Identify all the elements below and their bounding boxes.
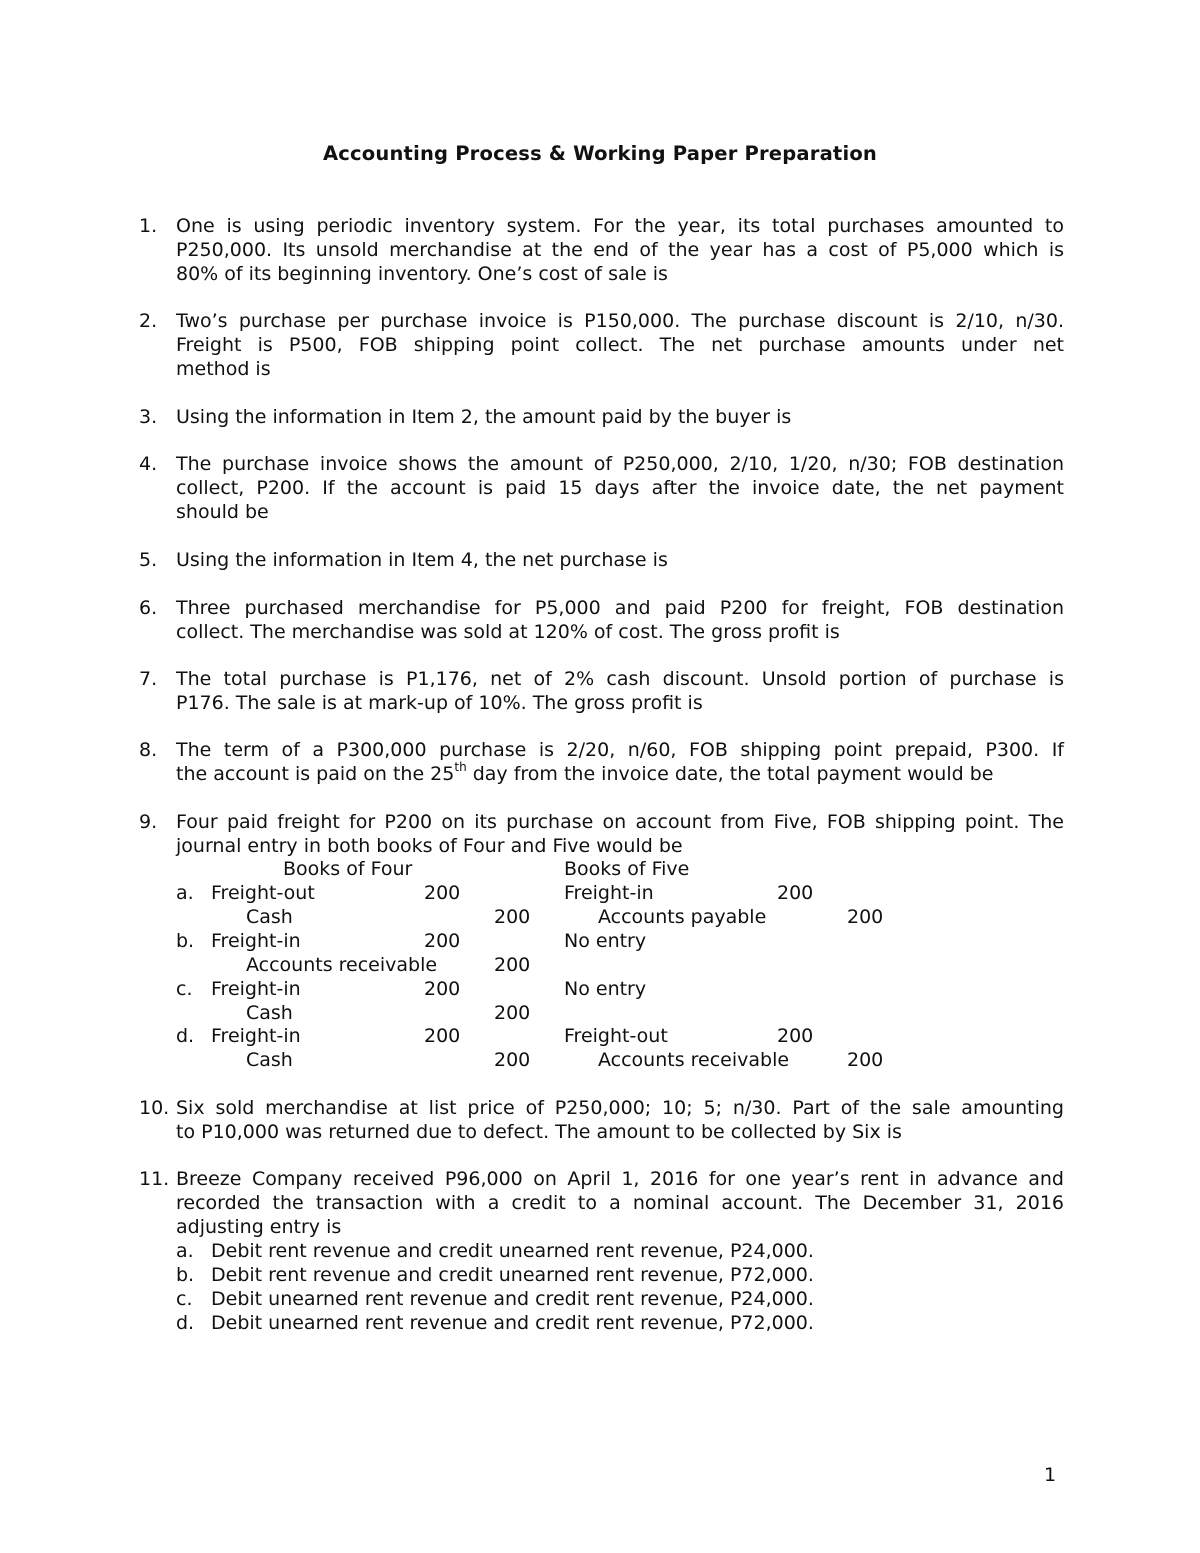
- question-number: 7.: [139, 668, 158, 690]
- ordinal-suffix: th: [454, 759, 467, 774]
- text-line: [176, 759, 1064, 786]
- five-debit-account: Freight-in: [564, 882, 654, 904]
- choice-letter: b.: [176, 1264, 195, 1286]
- text-fragment: the account is paid on the 25: [176, 763, 455, 785]
- five-no-entry: No entry: [564, 930, 647, 952]
- four-debit-account: Freight-out: [211, 882, 315, 904]
- five-no-entry: No entry: [564, 978, 647, 1000]
- five-debit-amount: 200: [777, 882, 814, 904]
- text-line: Three purchased merchandise for P5,000 and paid P200 for freight, FOB destination: [176, 597, 1064, 619]
- page-number: 1: [1044, 1464, 1057, 1486]
- text-line: 80% of its beginning inventory. One’s cost of sale is: [176, 263, 668, 285]
- four-debit-amount: 200: [424, 978, 461, 1000]
- four-debit-account: Freight-in: [211, 1025, 301, 1047]
- four-credit-amount: 200: [494, 1049, 531, 1071]
- question-number: 3.: [139, 406, 158, 428]
- text-line: P176. The sale is at mark-up of 10%. The gross profit is: [176, 692, 703, 714]
- four-debit-account: Freight-in: [211, 978, 301, 1000]
- question-text: [176, 738, 1064, 786]
- text-line: collect, P200. If the account is paid 15 days after the invoice date, the net payment: [176, 477, 1064, 499]
- five-credit-amount: 200: [847, 1049, 884, 1071]
- text-line: should be: [176, 501, 269, 523]
- text-line: Two’s purchase per purchase invoice is P150,000. The purchase discount is 2/10, n/30.: [176, 310, 1064, 332]
- books-of-five-heading: Books of Five: [564, 858, 690, 880]
- text-line: Using the information in Item 4, the net purchase is: [176, 549, 668, 571]
- choice-text: Debit unearned rent revenue and credit rent revenue, P72,000.: [211, 1312, 814, 1334]
- text-line: to P10,000 was returned due to defect. The amount to be collected by Six is: [176, 1121, 902, 1143]
- question-text: [176, 405, 1064, 429]
- four-debit-account: Freight-in: [211, 930, 301, 952]
- question-number: 6.: [139, 597, 158, 619]
- question-number: 1.: [139, 215, 158, 237]
- text-line: P250,000. Its unsold merchandise at the end of the year has a cost of P5,000 which is: [176, 239, 1064, 261]
- five-debit-amount: 200: [777, 1025, 814, 1047]
- choice-letter: a.: [176, 1240, 194, 1262]
- books-of-four-heading: Books of Four: [283, 858, 413, 880]
- text-line: collect. The merchandise was sold at 120% of cost. The gross profit is: [176, 621, 840, 643]
- question-number: 5.: [139, 549, 158, 571]
- choice-letter: d.: [176, 1312, 195, 1334]
- question-number: 8.: [139, 739, 158, 761]
- question-text: [176, 667, 1064, 715]
- four-credit-account: Cash: [246, 1049, 293, 1071]
- text-line: adjusting entry is: [176, 1216, 342, 1238]
- text-fragment: day from the invoice date, the total payment would be: [466, 763, 994, 785]
- option-letter: b.: [176, 930, 195, 952]
- four-debit-amount: 200: [424, 1025, 461, 1047]
- text-line: The term of a P300,000 purchase is 2/20, n/60, FOB shipping point prepaid, P300. If: [176, 739, 1064, 761]
- question-text: [176, 1096, 1064, 1144]
- question-number: 10.: [139, 1097, 170, 1119]
- option-letter: a.: [176, 882, 194, 904]
- five-credit-account: Accounts payable: [598, 906, 767, 928]
- question-text: [176, 1167, 1064, 1239]
- document-title: Accounting Process & Working Paper Preparation: [322, 142, 878, 165]
- text-line: journal entry in both books of Four and Five would be: [176, 835, 683, 857]
- text-line: method is: [176, 358, 271, 380]
- question-number: 2.: [139, 310, 158, 332]
- question-text: [176, 596, 1064, 644]
- question-text: [176, 452, 1064, 524]
- four-credit-account: Cash: [246, 906, 293, 928]
- four-debit-amount: 200: [424, 882, 461, 904]
- question-number: 4.: [139, 453, 158, 475]
- four-debit-amount: 200: [424, 930, 461, 952]
- five-credit-amount: 200: [847, 906, 884, 928]
- question-text: [176, 309, 1064, 381]
- question-number: 9.: [139, 811, 158, 833]
- text-line: Breeze Company received P96,000 on April 1, 2016 for one year’s rent in advance and: [176, 1168, 1064, 1190]
- option-letter: d.: [176, 1025, 195, 1047]
- text-line: The purchase invoice shows the amount of P250,000, 2/10, 1/20, n/30; FOB destination: [176, 453, 1064, 475]
- four-credit-amount: 200: [494, 1002, 531, 1024]
- question-text: [176, 214, 1064, 286]
- four-credit-account: Accounts receivable: [246, 954, 438, 976]
- choice-text: Debit unearned rent revenue and credit rent revenue, P24,000.: [211, 1288, 814, 1310]
- text-line: One is using periodic inventory system. For the year, its total purchases amounted to: [176, 215, 1064, 237]
- four-credit-account: Cash: [246, 1002, 293, 1024]
- four-credit-amount: 200: [494, 954, 531, 976]
- question-text: [176, 810, 1064, 858]
- option-letter: c.: [176, 978, 193, 1000]
- choice-text: Debit rent revenue and credit unearned rent revenue, P24,000.: [211, 1240, 814, 1262]
- text-line: recorded the transaction with a credit to a nominal account. The December 31, 2016: [176, 1192, 1064, 1214]
- five-credit-account: Accounts receivable: [598, 1049, 790, 1071]
- text-line: Six sold merchandise at list price of P250,000; 10; 5; n/30. Part of the sale amounting: [176, 1097, 1064, 1119]
- five-debit-account: Freight-out: [564, 1025, 668, 1047]
- choice-letter: c.: [176, 1288, 193, 1310]
- question-number: 11.: [139, 1168, 170, 1190]
- text-line: Four paid freight for P200 on its purchase on account from Five, FOB shipping point. The: [176, 811, 1064, 833]
- text-line: The total purchase is P1,176, net of 2% cash discount. Unsold portion of purchase is: [176, 668, 1064, 690]
- choice-text: Debit rent revenue and credit unearned rent revenue, P72,000.: [211, 1264, 814, 1286]
- text-line: Freight is P500, FOB shipping point collect. The net purchase amounts under net: [176, 334, 1064, 356]
- text-line: Using the information in Item 2, the amount paid by the buyer is: [176, 406, 792, 428]
- four-credit-amount: 200: [494, 906, 531, 928]
- question-text: [176, 548, 1064, 572]
